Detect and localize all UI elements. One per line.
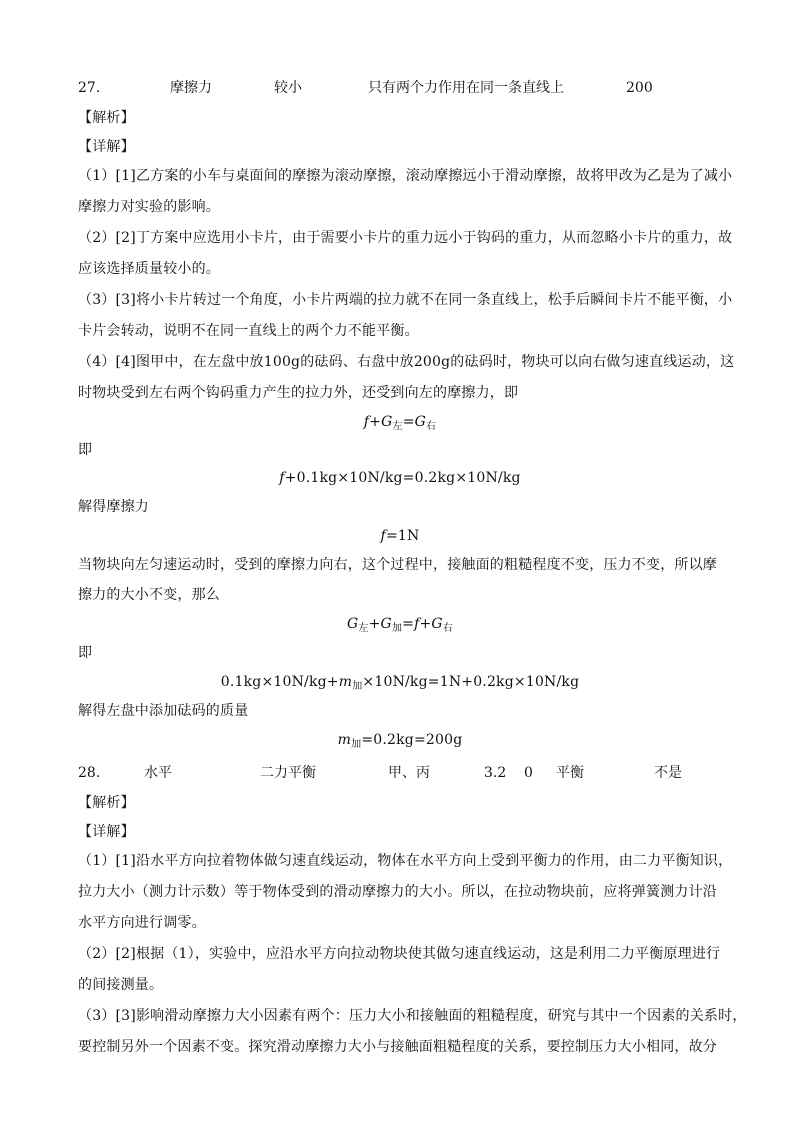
eq2-rest: +0.1kg×10N/kg=0.2kg×10N/kg xyxy=(284,470,521,486)
eq6-rest: =0.2kg=200g xyxy=(361,732,463,748)
equation-6 xyxy=(0,730,800,755)
eq3-f: f xyxy=(380,528,386,544)
q28-answer-5: 0 xyxy=(524,765,533,781)
eq1-g-right: =G xyxy=(402,414,427,430)
eq5-m: m xyxy=(338,674,353,690)
eq1-f: f xyxy=(363,414,370,430)
q27-answer-3: 只有两个力作用在同一条直线上 xyxy=(368,80,564,96)
eq5-b: ×10N/kg=1N+0.2kg×10N/kg xyxy=(362,674,580,690)
ji-2: 即 xyxy=(78,645,93,661)
eq2-f: f xyxy=(279,470,285,486)
eq1-sub-left: 左 xyxy=(392,421,403,432)
eq3-rest: =1N xyxy=(385,528,420,544)
jiede-2: 解得左盘中添加砝码的质量 xyxy=(78,703,249,719)
q28-line-3: 水平方向进行调零。 xyxy=(78,915,206,931)
q27-line-7: （4）[4]图甲中，在左盘中放100g的砝码、右盘中放200g的砝码时，物块可以向右做匀速直线运动，这 xyxy=(78,354,735,370)
q27-line-3: （2）[2]丁方案中应选用小卡片，由于需要小卡片的重力远小于钩码的重力，从而忽略小卡片的重力，故 xyxy=(78,230,733,246)
eq4-s2: 加 xyxy=(391,623,403,634)
eq4-s1: 左 xyxy=(358,623,369,634)
q27-answer-4: 200 xyxy=(626,80,653,96)
eq5-sub: 加 xyxy=(352,681,363,692)
equation-3 xyxy=(0,526,800,546)
q28-line-2: 拉力大小（测力计示数）等于物体受到的滑动摩擦力的大小。所以，在拉动物块前，应将弹簧测力计沿 xyxy=(78,884,717,900)
q27-line-8: 时物块受到左右两个钩码重力产生的拉力外，还受到向左的摩擦力，即 xyxy=(78,385,519,401)
q28-detail-label: 【详解】 xyxy=(78,824,135,840)
q27-line-5: （3）[3]将小卡片转过一个角度，小卡片两端的拉力就不在同一条直线上，松手后瞬间卡片不能平衡，小 xyxy=(78,292,733,308)
q27-line-4: 应该选择质量较小的。 xyxy=(78,261,220,277)
q27-answer-1: 摩擦力 xyxy=(170,80,212,96)
equation-4 xyxy=(0,614,800,639)
q28-line-1: （1）[1]沿水平方向拉着物体做匀速直线运动，物体在水平方向上受到平衡力的作用，由二力平衡知识， xyxy=(78,853,733,869)
q28-answer-1: 水平 xyxy=(144,765,172,781)
equation-1 xyxy=(0,412,800,437)
q28-line-7: 要控制另外一个因素不变。探究滑动摩擦力大小与接触面粗糙程度的关系，要控制压力大小相同，故分 xyxy=(78,1039,717,1055)
q27-line-2: 摩擦力对实验的影响。 xyxy=(78,199,220,215)
q28-number: 28. xyxy=(78,765,101,781)
para-2a: 当物块向左匀速运动时，受到的摩擦力向右，这个过程中，接触面的粗糙程度不变，压力不变，所以摩 xyxy=(78,557,717,573)
q27-line-6: 卡片会转动，说明不在同一直线上的两个力不能平衡。 xyxy=(78,323,419,339)
q28-line-6: （3）[3]影响滑动摩擦力大小因素有两个：压力大小和接触面的粗糙程度，研究与其中一个因素的关系时， xyxy=(78,1008,747,1024)
equation-5 xyxy=(0,672,800,697)
eq6-sub: 加 xyxy=(351,739,362,750)
q27-line-1: （1）[1]乙方案的小车与桌面间的摩擦为滚动摩擦，滚动摩擦远小于滑动摩擦，故将甲改为乙是为了减小 xyxy=(78,168,733,184)
q28-answer-4: 3.2 xyxy=(484,765,507,781)
para-2b: 擦力的大小不变，那么 xyxy=(78,587,220,603)
eq4-f: =f xyxy=(402,616,420,632)
q27-answer-2: 较小 xyxy=(274,80,302,96)
equation-2 xyxy=(0,468,800,488)
q27-analysis-label: 【解析】 xyxy=(78,110,135,126)
q27-detail-label: 【详解】 xyxy=(78,139,135,155)
eq4-g3: +G xyxy=(419,616,443,632)
q28-answer-2: 二力平衡 xyxy=(260,765,316,781)
q28-answer-7: 不是 xyxy=(654,765,682,781)
ji-1: 即 xyxy=(78,442,93,458)
q28-analysis-label: 【解析】 xyxy=(78,795,135,811)
eq4-g2: +G xyxy=(368,616,392,632)
q27-number: 27. xyxy=(78,80,101,96)
eq4-s3: 右 xyxy=(442,623,453,634)
eq1-sub-right: 右 xyxy=(426,421,437,432)
eq1-g-left: +G xyxy=(369,414,393,430)
q28-line-5: 的间接测量。 xyxy=(78,977,164,993)
q28-line-4: （2）[2]根据（1），实验中，应沿水平方向拉动物块使其做匀速直线运动，这是利用二力平衡原理进行 xyxy=(78,946,721,962)
jiede-1: 解得摩擦力 xyxy=(78,499,149,515)
q28-answer-6: 平衡 xyxy=(556,765,584,781)
eq5-a: 0.1kg×10N/kg+ xyxy=(220,674,339,690)
eq4-g1: G xyxy=(347,616,359,632)
eq6-m: m xyxy=(337,732,352,748)
q28-answer-3: 甲、丙 xyxy=(388,765,430,781)
